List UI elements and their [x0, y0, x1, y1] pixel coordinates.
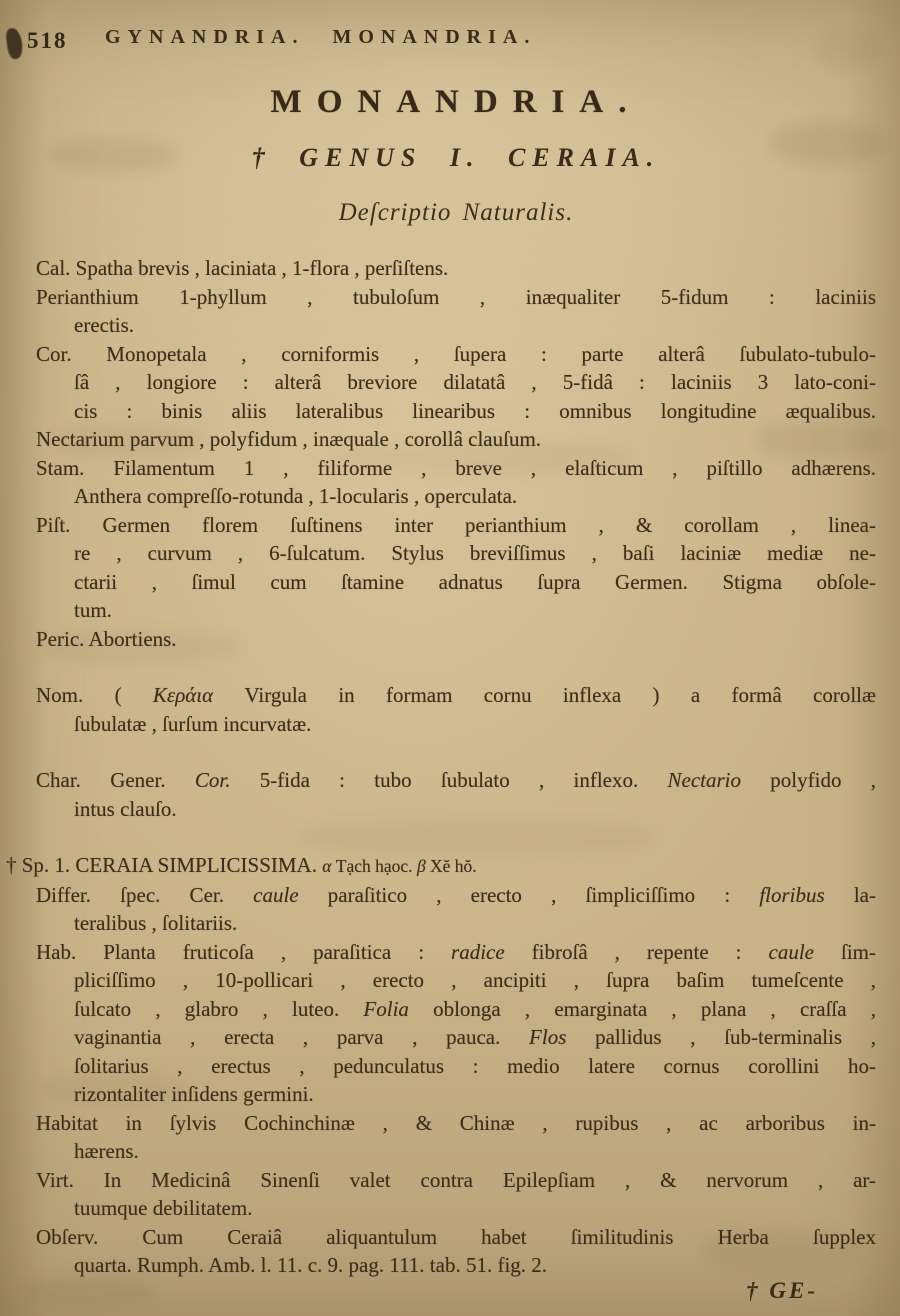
text-segment: ſim-: [814, 939, 876, 964]
text-segment: α: [322, 856, 336, 876]
text-line: [36, 311, 876, 340]
text-segment: Cal. Spatha brevis , laciniata , 1-flora , perſiſtens.: [36, 256, 449, 280]
text-segment: Perianthium 1-phyllum , tubuloſum , inæqualiter 5-fidum : laciniis: [36, 284, 876, 309]
page-title: MONANDRIA.: [270, 84, 642, 120]
text-segment: re , curvum , 6-ſulcatum. Stylus breviſſimus , baſi laciniæ mediæ ne-: [74, 541, 876, 565]
text-line: [36, 881, 876, 910]
text-segment: vaginantia , erecta , parva , pauca.: [74, 1025, 530, 1049]
text-line: [36, 938, 876, 967]
text-line: [36, 482, 876, 511]
text-segment: pallidus , ſub-terminalis ,: [566, 1025, 876, 1049]
text-segment: hærens.: [74, 1139, 139, 1163]
text-line: [36, 710, 876, 739]
text-segment: Flos: [529, 1025, 567, 1049]
text-segment: Cor.: [194, 768, 231, 792]
text-segment: tum.: [74, 598, 112, 622]
text-segment: teralibus , ſolitariis.: [74, 911, 238, 935]
text-segment: Stam. Filamentum 1 , filiforme , breve , elaſticum , piſtillo adhærens.: [36, 455, 876, 480]
text-segment: erectis.: [74, 313, 135, 337]
text-segment: ſulcato , glabro , luteo.: [74, 996, 364, 1021]
text-segment: Cor. Monopetala , corniformis , ſupera : parte alterâ ſubulato-tubulo-: [36, 341, 876, 366]
text-segment: Hab. Planta fruticoſa , paraſitica :: [36, 939, 452, 964]
text-segment: Xĕ hŏ.: [430, 856, 477, 876]
text-segment: 5-fida : tubo ſubulato , inflexo.: [230, 768, 668, 792]
text-line: [36, 1109, 876, 1138]
text-segment: ſâ , longiore : alterâ breviore dilatatâ , 5-fidâ : laciniis 3 lato-coni-: [74, 370, 876, 394]
running-head-row: [0, 26, 900, 58]
text-segment: floribus: [759, 882, 825, 907]
text-segment: Peric. Abortiens.: [36, 626, 177, 651]
text-segment: Nectario: [667, 768, 742, 792]
text-line: [36, 1194, 876, 1223]
text-segment: ſubulatæ , ſurſum incurvatæ.: [74, 711, 312, 736]
bleedthrough-smudge: [25, 1276, 155, 1308]
text-line: [36, 596, 876, 625]
text-line: [36, 766, 876, 795]
text-segment: pliciſſimo , 10-pollicari , erecto , ancipiti , ſupra baſim tumeſcente ,: [74, 968, 876, 992]
text-segment: Obſerv. Cum Ceraiâ aliquantulum habet ſimilitudinis Herba ſupplex: [36, 1224, 876, 1249]
catchword: † GE-: [746, 1278, 818, 1303]
text-line: [36, 1052, 876, 1081]
text-segment: la-: [824, 882, 876, 907]
text-segment: paraſitico , erecto , ſimpliciſſimo :: [298, 882, 760, 907]
text-segment: Folia: [363, 996, 409, 1021]
text-segment: intus clauſo.: [74, 796, 177, 821]
text-segment: polyfido ,: [741, 768, 876, 792]
text-segment: caule: [768, 939, 814, 964]
text-segment: Anthera compreſſo-rotunda , 1-locularis , operculata.: [74, 484, 518, 508]
text-segment: Differ. ſpec. Cer.: [36, 882, 254, 907]
text-segment: Char. Gener.: [36, 768, 195, 792]
heading-block: [36, 84, 876, 227]
text-segment: Κεράια: [152, 683, 214, 707]
text-segment: Piſt. Germen florem ſuſtinens inter perianthium , & corollam , linea-: [36, 512, 876, 537]
text-line: [36, 1223, 876, 1252]
text-line: [36, 425, 876, 454]
text-line: [36, 511, 876, 540]
text-segment: ctarii , ſimul cum ſtamine adnatus ſupra Germen. Stigma obſole-: [74, 569, 876, 594]
text-segment: β: [416, 856, 431, 876]
text-line: [36, 539, 876, 568]
text-line: [36, 368, 876, 397]
text-segment: fibroſâ , repente :: [504, 939, 769, 964]
text-segment: Habitat in ſylvis Cochinchinæ , & Chinæ , rupibus , ac arboribus in-: [36, 1110, 876, 1135]
text-segment: oblonga , emarginata , plana , craſſa ,: [408, 996, 876, 1021]
text-segment: radice: [451, 939, 505, 964]
text-line: [36, 568, 876, 597]
text-segment: caule: [253, 882, 299, 907]
text-block: [6, 254, 876, 1280]
text-segment: cis : binis aliis lateralibus linearibus : omnibus longitudine æqualibus.: [74, 398, 876, 423]
genus-heading: † GENUS I. CERAIA.: [251, 143, 661, 172]
text-line: [36, 1080, 876, 1109]
text-line: [36, 995, 876, 1024]
text-segment: tuumque debilitatem.: [74, 1196, 253, 1220]
text-line: [36, 966, 876, 995]
text-line: [36, 681, 876, 710]
text-line: [36, 1023, 876, 1052]
text-segment: Tạch hạoc.: [335, 856, 417, 876]
text-line: [36, 909, 876, 938]
text-line: [36, 795, 876, 824]
page-number: 518: [27, 28, 68, 53]
text-segment: Nom. (: [36, 683, 153, 707]
text-line: [36, 454, 876, 483]
text-segment: Virt. In Medicinâ Sinenſi valet contra Epilepſiam , & nervorum , ar-: [36, 1167, 876, 1192]
text-line: [6, 851, 876, 881]
text-segment: ſolitarius , erectus , pedunculatus : medio latere cornus corollini ho-: [74, 1053, 876, 1078]
text-line: [36, 397, 876, 426]
text-line: [36, 283, 876, 312]
text-segment: † Sp. 1. CERAIA SIMPLICISSIMA.: [6, 853, 323, 877]
text-line: [36, 340, 876, 369]
text-line: [36, 254, 876, 283]
text-line: [36, 1137, 876, 1166]
text-segment: rizontaliter inſidens germini.: [74, 1082, 314, 1106]
text-line: [36, 1166, 876, 1195]
text-segment: quarta. Rumph. Amb. l. 11. c. 9. pag. 111. tab. 51. fig. 2.: [74, 1253, 548, 1277]
section-heading: Deſcriptio Naturalis.: [338, 199, 574, 226]
text-line: [36, 1251, 876, 1280]
text-segment: Virgula in formam cornu inflexa ) a formâ corollæ: [213, 683, 876, 707]
running-head: GYNANDRIA. MONANDRIA.: [105, 26, 537, 48]
text-segment: Nectarium parvum , polyfidum , inæquale , corollâ clauſum.: [36, 427, 542, 451]
text-line: [36, 625, 876, 654]
